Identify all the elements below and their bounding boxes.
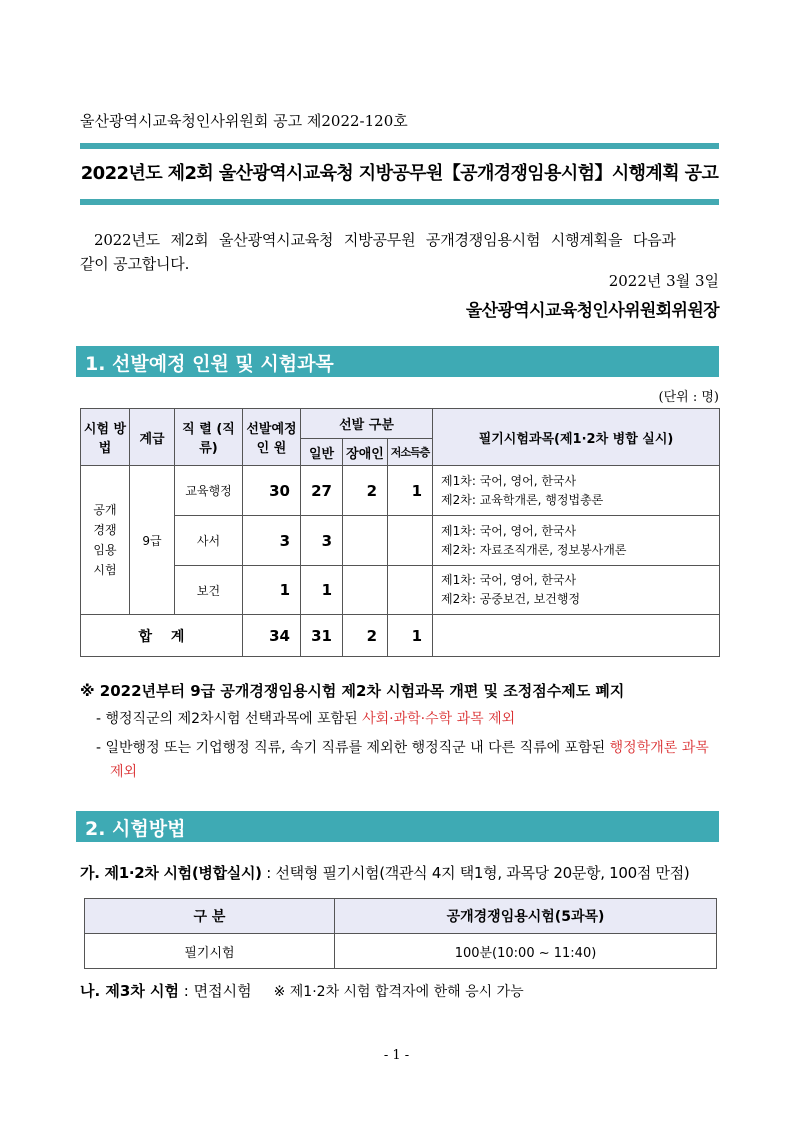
method-row-time: 100분(10:00 ~ 11:40) — [335, 934, 717, 969]
total-planned: 34 — [243, 615, 301, 657]
grade-cell: 9급 — [130, 466, 175, 615]
low-income-cell — [388, 516, 433, 566]
notice-date: 2022년 3월 3일 — [608, 272, 719, 290]
header-job: 직 렬 (직류) — [175, 409, 243, 466]
low-income-cell: 1 — [388, 466, 433, 516]
issuer: 울산광역시교육청인사위원회위원장 — [465, 301, 719, 321]
recruitment-table — [80, 408, 720, 657]
header-low-income: 저소득층 — [388, 439, 433, 466]
subjects-cell — [433, 466, 720, 516]
general-cell: 27 — [301, 466, 343, 516]
notice-item-2 — [96, 736, 719, 784]
subject-line-1: 제1차: 국어, 영어, 한국사 — [441, 523, 577, 538]
job-cell: 교육행정 — [175, 466, 243, 516]
method-header-category: 구 분 — [85, 899, 335, 934]
document-title: 2022년도 제2회 울산광역시교육청 지방공무원【공개경쟁임용시험】시행계획 공고 — [80, 163, 719, 184]
subsection-a-label: 가. 제1·2차 시험(병합실시) — [80, 864, 262, 882]
header-grade: 계급 — [130, 409, 175, 466]
table-row — [81, 466, 720, 516]
header-exam-method: 시험 방법 — [81, 409, 130, 466]
subject-line-2: 제2차: 교육학개론, 행정법총론 — [441, 492, 604, 507]
planned-cell: 3 — [243, 516, 301, 566]
subsection-a-text: : 선택형 필기시험(객관식 4지 택1형, 과목당 20문항, 100점 만점) — [261, 864, 690, 882]
job-cell: 보건 — [175, 566, 243, 615]
notice-item-1-text: - 행정직군의 제2차시험 선택과목에 포함된 — [96, 711, 363, 727]
notice-heading: ※ 2022년부터 9급 공개경쟁임용시험 제2차 시험과목 개편 및 조정점수제도 폐지 — [80, 682, 625, 700]
exam-method-table — [84, 898, 717, 969]
page-number: - 1 - — [383, 1048, 410, 1063]
header-category: 선발 구분 — [301, 409, 433, 439]
header-disabled: 장애인 — [343, 439, 388, 466]
disabled-cell — [343, 516, 388, 566]
subsection-b-label: 나. 제3차 시험 — [80, 982, 180, 1000]
notice-item-1 — [96, 707, 719, 731]
disabled-cell — [343, 566, 388, 615]
notice-item-2-highlight: 행정학개론 과목 제외 — [110, 740, 709, 780]
subsection-b-note: ※ 제1·2차 시험 합격자에 한해 응시 가능 — [273, 984, 524, 1000]
unit-label: (단위 : 명) — [658, 390, 719, 405]
planned-cell: 1 — [243, 566, 301, 615]
total-label: 합 계 — [81, 615, 243, 657]
intro-paragraph — [80, 228, 719, 276]
intro-line-1: 2022년도 제2회 울산광역시교육청 지방공무원 공개경쟁임용시험 시행계획을 다음과 — [94, 231, 676, 249]
intro-line-2: 같이 공고합니다. — [80, 255, 190, 273]
disabled-cell: 2 — [343, 466, 388, 516]
table-row — [85, 934, 717, 969]
subsection-b-text: : 면접시험 — [179, 982, 252, 1000]
total-row — [81, 615, 720, 657]
method-row-label: 필기시험 — [85, 934, 335, 969]
total-disabled: 2 — [343, 615, 388, 657]
notice-item-1-highlight: 사회·과학·수학 과목 제외 — [362, 711, 516, 727]
notice-number: 울산광역시교육청인사위원회 공고 제2022-120호 — [80, 112, 408, 130]
subsection-a — [80, 862, 689, 883]
table-row — [81, 516, 720, 566]
general-cell: 3 — [301, 516, 343, 566]
section-2-title: 2. 시험방법 — [85, 818, 186, 840]
table-row — [81, 566, 720, 615]
subjects-cell — [433, 566, 720, 615]
header-planned: 선발예정 인 원 — [243, 409, 301, 466]
subject-line-1: 제1차: 국어, 영어, 한국사 — [441, 473, 577, 488]
general-cell: 1 — [301, 566, 343, 615]
total-low-income: 1 — [388, 615, 433, 657]
low-income-cell — [388, 566, 433, 615]
section-2-header — [76, 811, 719, 842]
job-cell: 사서 — [175, 516, 243, 566]
planned-cell: 30 — [243, 466, 301, 516]
notice-item-2-text: - 일반행정 또는 기업행정 직류, 속기 직류를 제외한 행정직군 내 다른 직류에 포함된 — [96, 740, 610, 756]
title-top-rule — [80, 143, 719, 149]
subjects-cell — [433, 516, 720, 566]
subsection-b — [80, 980, 524, 1001]
section-1-header — [76, 346, 719, 377]
exam-method-cell: 공개 경쟁 임용 시험 — [81, 466, 130, 615]
total-general: 31 — [301, 615, 343, 657]
header-general: 일반 — [301, 439, 343, 466]
title-bottom-rule — [80, 199, 719, 205]
subject-line-2: 제2차: 공중보건, 보건행정 — [441, 592, 581, 606]
total-subjects-empty — [433, 615, 720, 657]
section-1-title: 1. 선발예정 인원 및 시험과목 — [85, 353, 334, 375]
subject-line-1: 제1차: 국어, 영어, 한국사 — [441, 573, 577, 587]
method-header-exam: 공개경쟁임용시험(5과목) — [335, 899, 717, 934]
subject-line-2: 제2차: 자료조직개론, 정보봉사개론 — [441, 542, 627, 557]
header-subjects: 필기시험과목(제1·2차 병합 실시) — [433, 409, 720, 466]
